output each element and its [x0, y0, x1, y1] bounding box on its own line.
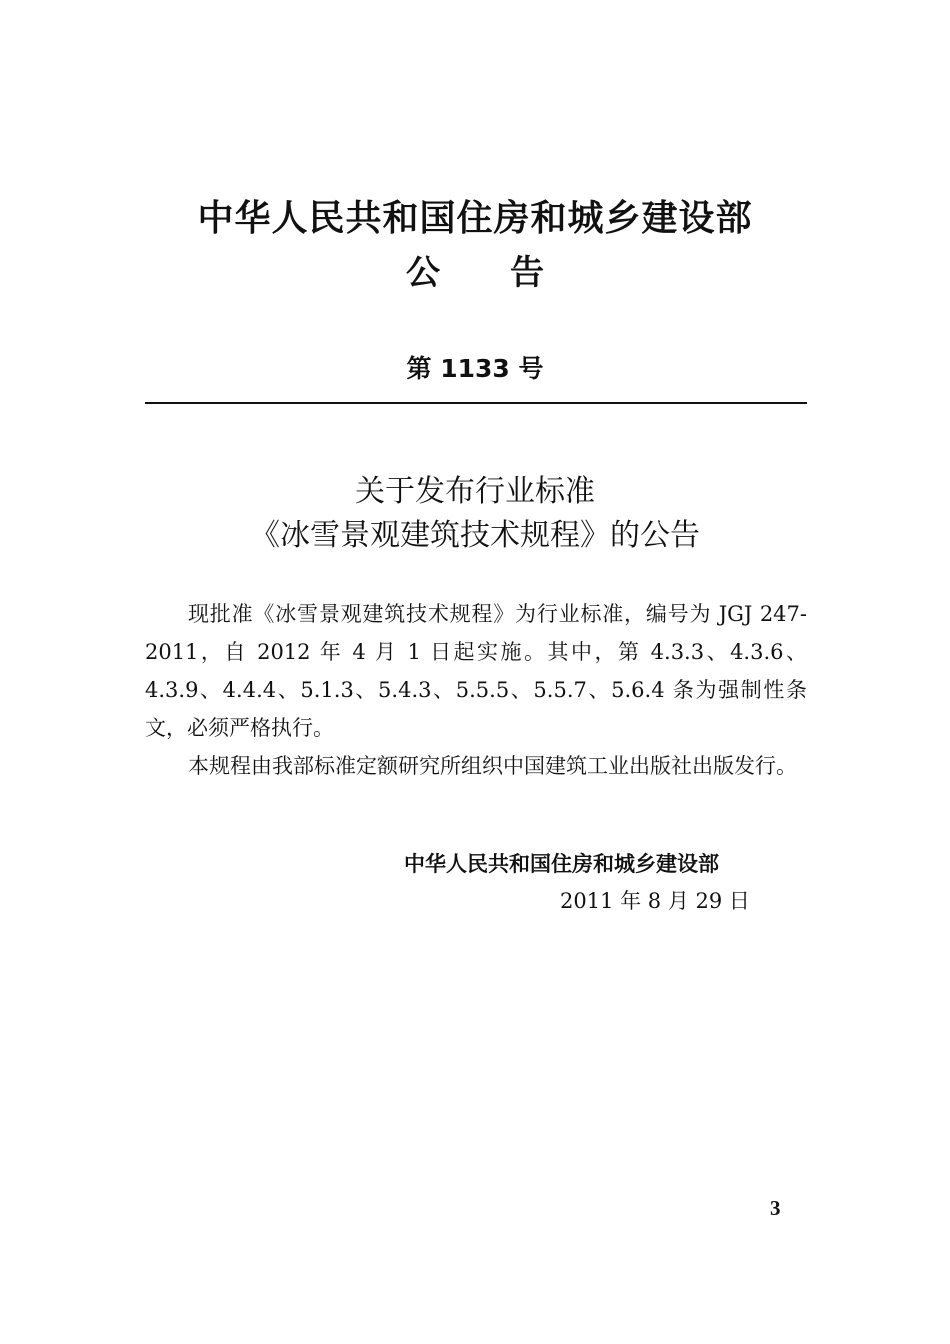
- announcement-char-1: 公: [406, 253, 440, 293]
- signature-date: 2011 年 8 月 29 日: [560, 889, 750, 913]
- subject-title-line-2: 《冰雪景观建筑技术规程》的公告: [250, 518, 700, 553]
- announcement-char-2: 告: [510, 253, 544, 293]
- announcement-heading: [0, 245, 950, 294]
- header-divider: [145, 402, 807, 404]
- signature-issuer: 中华人民共和国住房和城乡建设部: [404, 852, 719, 876]
- issuer-title: 中华人民共和国住房和城乡建设部: [197, 198, 753, 239]
- page-number: 3: [770, 1196, 781, 1220]
- body-paragraph-2: 本规程由我部标准定额研究所组织中国建筑工业出版社出版发行。: [188, 754, 797, 778]
- body-paragraph-1: 现批准《冰雪景观建筑技术规程》为行业标准，编号为 JGJ 247-2011，自 2012 年 4 月 1 日起实施。其中，第 4.3.3、4.3.6、4.3.9、4.4.4、5.1.3、5.4.3、5.5.5、5.5.7、5.6.4 条为强制性条文，必须严格执行。: [145, 602, 807, 740]
- subject-title: [0, 470, 950, 558]
- announcement-body: [145, 595, 807, 785]
- subject-title-line-1: 关于发布行业标准: [355, 474, 595, 509]
- announcement-number: 第 1133 号: [406, 354, 544, 383]
